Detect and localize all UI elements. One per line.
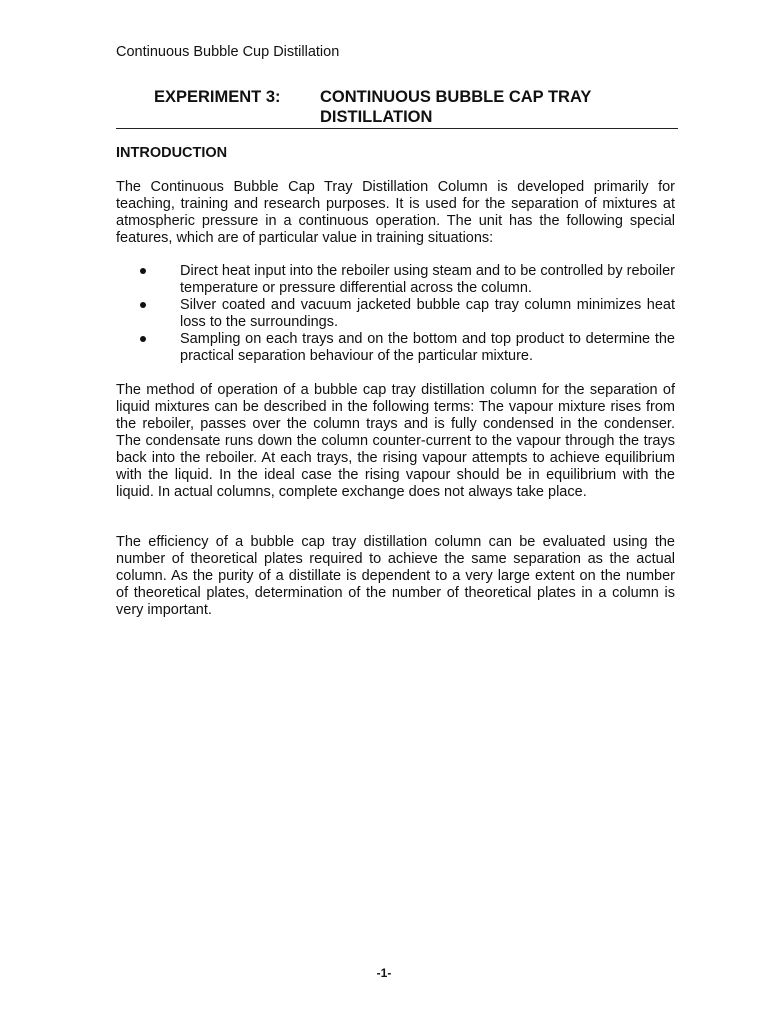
list-item (116, 297, 675, 331)
list-item (116, 331, 675, 365)
bullet-icon (140, 302, 146, 308)
list-item-text: Sampling on each trays and on the bottom and top product to determine the practical separation behaviour of the particular mixture. (180, 331, 675, 364)
experiment-title: CONTINUOUS BUBBLE CAP TRAY DISTILLATION (320, 88, 592, 126)
experiment-label: EXPERIMENT 3: (154, 88, 281, 106)
list-item-text: Silver coated and vacuum jacketed bubble cap tray column minimizes heat loss to the surroundings. (180, 297, 675, 330)
paragraph-intro: The Continuous Bubble Cap Tray Distillation Column is developed primarily for teaching, training and research purposes. It is used for the separation of mixtures at atmospheric pressure in a continuous operation. The unit has the following special features, which are of particular value in training situations: (116, 179, 675, 246)
title-block (116, 86, 678, 129)
section-heading-introduction: INTRODUCTION (116, 145, 228, 161)
list-item (116, 263, 675, 297)
running-header: Continuous Bubble Cup Distillation (116, 44, 340, 60)
bullet-icon (140, 268, 146, 274)
page-number: -1- (376, 966, 392, 980)
paragraph-efficiency: The efficiency of a bubble cap tray distillation column can be evaluated using the number of theoretical plates required to achieve the same separation as the actual column. As the purity of a distillate is dependent to a very large extent on the number of theoretical plates, determination of the number of theoretical plates in a column is very important. (116, 534, 675, 618)
features-list (116, 263, 675, 365)
bullet-icon (140, 336, 146, 342)
paragraph-method: The method of operation of a bubble cap tray distillation column for the separation of liquid mixtures can be described in the following terms: The vapour mixture rises from the reboiler, passes over the column trays and is fully condensed in the condenser. The condensate runs down the column counter-current to the vapour through the trays back into the reboiler. At each trays, the rising vapour attempts to achieve equilibrium with the liquid. In the ideal case the rising vapour should be in equilibrium with the liquid. In actual columns, complete exchange does not always take place. (116, 382, 675, 500)
list-item-text: Direct heat input into the reboiler using steam and to be controlled by reboiler temperature or pressure differential across the column. (180, 263, 675, 296)
